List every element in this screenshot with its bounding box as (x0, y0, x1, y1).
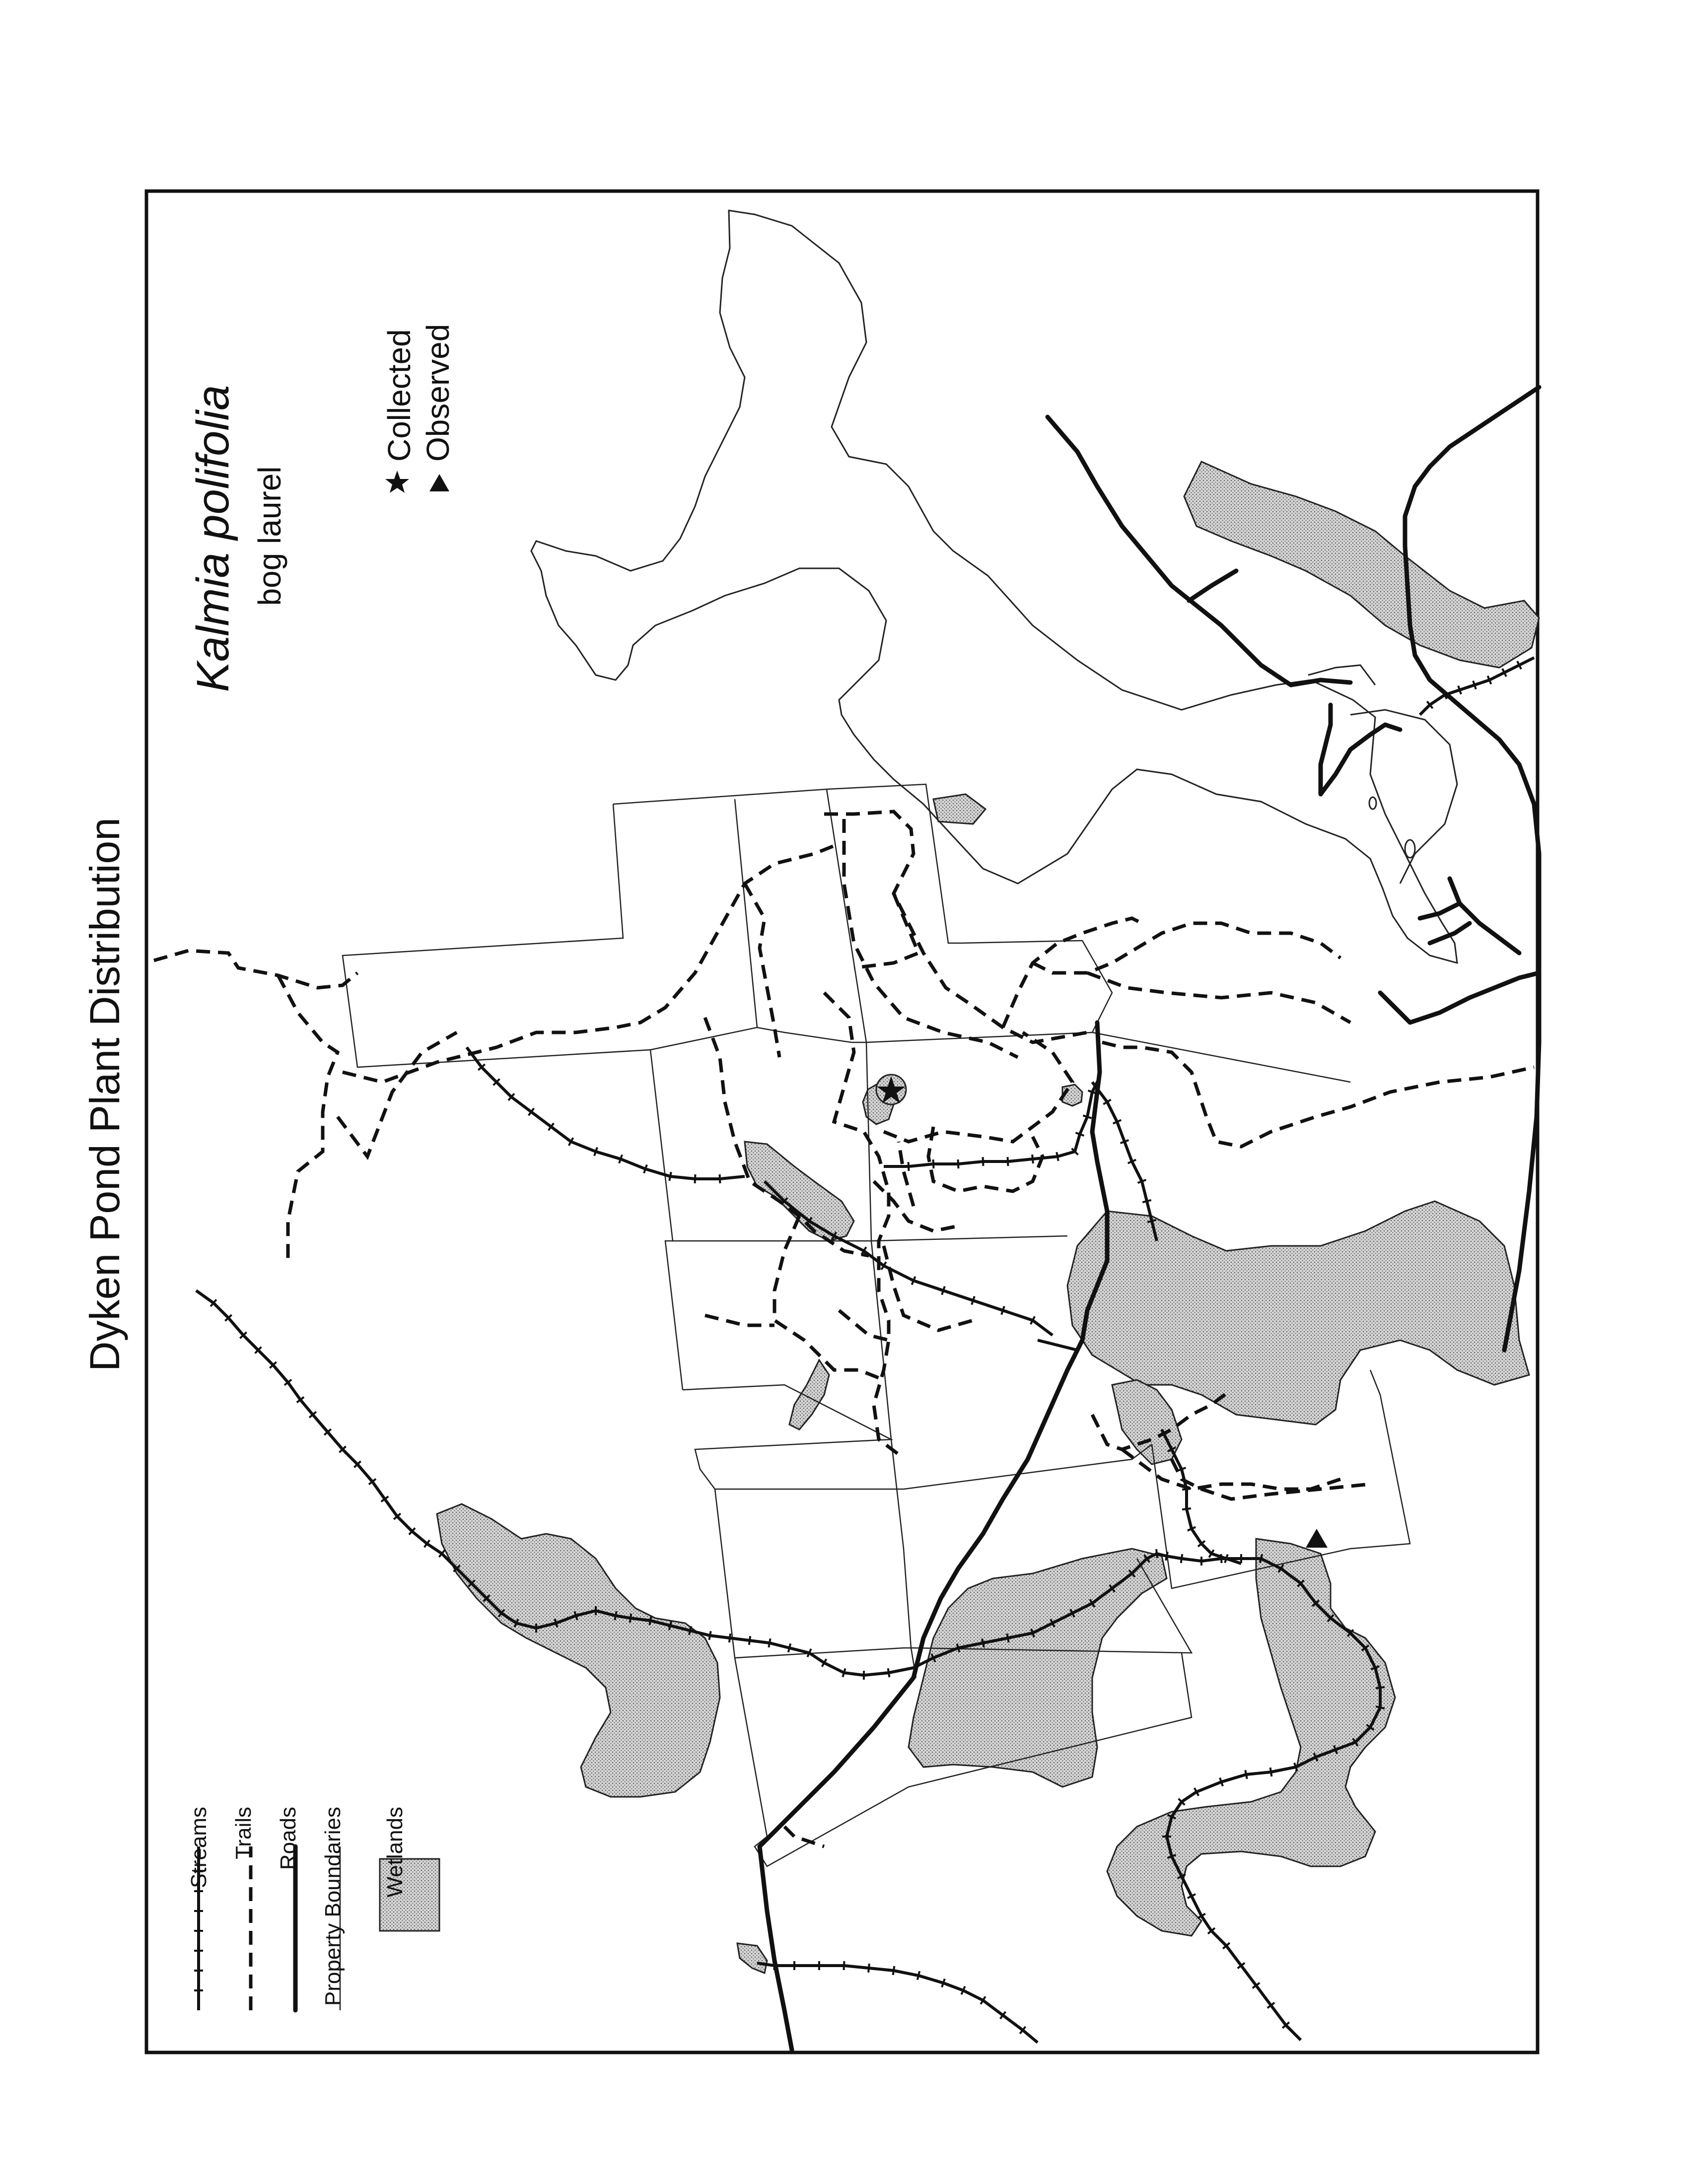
trail (1087, 973, 1350, 1023)
property-boundary (735, 799, 757, 1027)
property-boundary (613, 784, 1082, 943)
road (1189, 571, 1236, 601)
wetland (737, 1943, 767, 1973)
trail (705, 1315, 774, 1325)
trail (1033, 923, 1340, 973)
road (1430, 923, 1470, 943)
legend-roads-label: Roads (276, 1807, 300, 1870)
trail (343, 844, 839, 1082)
trail (1003, 918, 1142, 1027)
road (1048, 417, 1291, 685)
wetland (1184, 462, 1539, 668)
trail (899, 1142, 914, 1206)
property-boundary (683, 1385, 1152, 1489)
trail (784, 1827, 824, 1846)
pond-island (1405, 840, 1415, 858)
wetland (933, 794, 985, 824)
trail (884, 1246, 973, 1330)
trail (154, 951, 357, 988)
observed-key-triangle-icon (429, 474, 449, 491)
trail (854, 893, 918, 968)
map-content (154, 210, 1539, 2050)
trail (824, 812, 1087, 1042)
road (1321, 705, 1400, 794)
pond-island (1369, 797, 1376, 809)
trail (745, 884, 779, 1057)
road (1420, 903, 1460, 918)
wetland (789, 1360, 829, 1430)
trail (1102, 1042, 1534, 1147)
observed-triangle-icon (1306, 1529, 1328, 1548)
wetland (1107, 1539, 1395, 1936)
observed-key-label: Observed (420, 324, 456, 462)
trail (278, 975, 338, 1261)
collected-key-star-icon (385, 471, 409, 493)
collected-key-label: Collected (381, 329, 417, 462)
stream (467, 1047, 745, 1179)
trail (884, 1032, 1072, 1142)
trail (1172, 1459, 1370, 1499)
species-scientific-name: Kalmia polifolia (188, 385, 238, 692)
stream (1038, 1340, 1077, 1350)
property-boundary (1092, 1032, 1350, 1082)
occurrence-collected (876, 1075, 906, 1104)
stream (757, 1963, 1038, 2043)
legend-property-label: Property Boundaries (321, 1807, 345, 2006)
road (1450, 879, 1519, 953)
species-common-name: bog laurel (252, 466, 287, 606)
legend-streams-label: Streams (187, 1807, 211, 1888)
property-boundary (650, 941, 1112, 1050)
map-title: Dyken Pond Plant Distribution (81, 818, 128, 1371)
wetland (437, 1504, 720, 1797)
legend-wetlands-label: Wetlands (383, 1807, 407, 1898)
legend-trails-label: Trails (231, 1807, 256, 1859)
road (1380, 973, 1539, 1023)
wetland (745, 1142, 854, 1241)
property-boundary (673, 1236, 1067, 1241)
pond-outline (531, 210, 1457, 963)
legend (187, 1807, 439, 2010)
